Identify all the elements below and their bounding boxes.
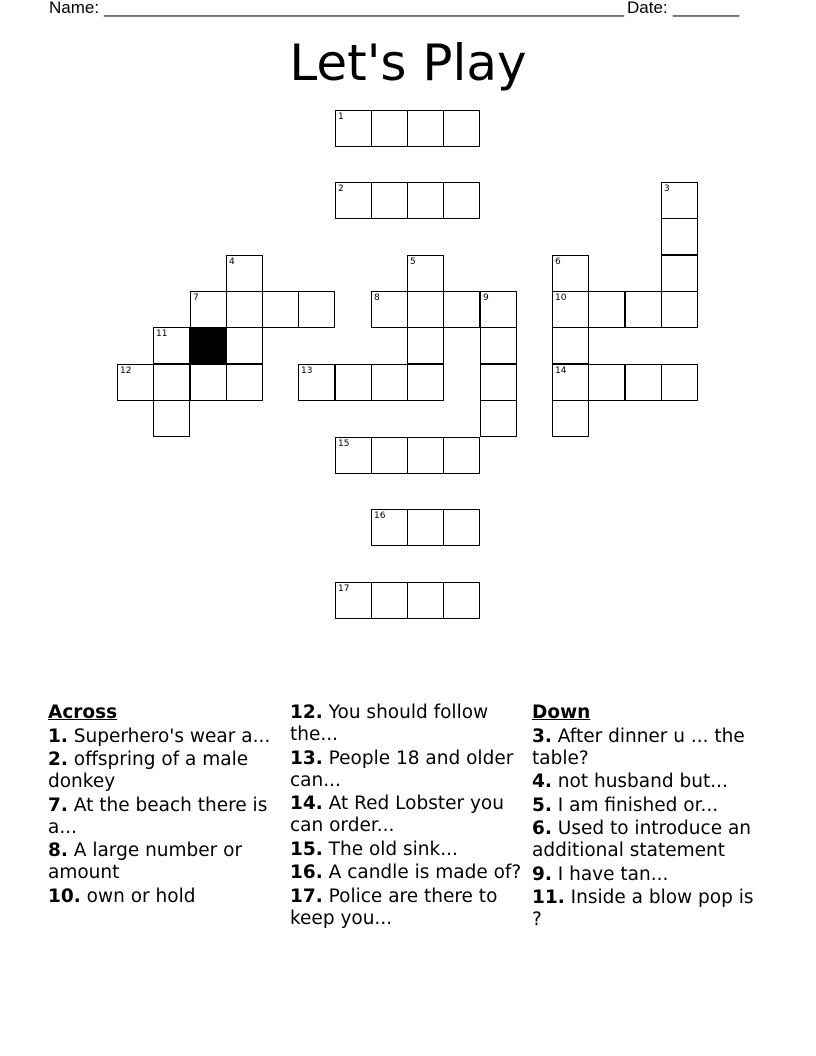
clue-text: The old sink...: [322, 838, 458, 860]
clue-number: 4.: [532, 771, 552, 792]
clue-number: 2: [338, 184, 344, 194]
clue-number: 12: [120, 366, 132, 376]
clue-text: own or hold: [80, 885, 196, 907]
clue-number: 3.: [532, 725, 552, 747]
crossword-cell[interactable]: [371, 437, 408, 474]
crossword-cell[interactable]: [153, 327, 190, 364]
crossword-cell[interactable]: [298, 364, 335, 401]
clue-number: 11.: [532, 887, 565, 908]
crossword-cell[interactable]: [371, 182, 408, 219]
crossword-cell[interactable]: [226, 364, 263, 401]
crossword-cell[interactable]: [661, 364, 698, 401]
clue-across-1: [48, 726, 280, 748]
clue-text: Police are there to keep you...: [290, 885, 498, 929]
clue-across-16: [290, 862, 522, 884]
clues-column-1: [48, 702, 280, 908]
crossword-cell[interactable]: [407, 437, 444, 474]
clue-number: 17.: [290, 885, 323, 907]
crossword-cell[interactable]: [443, 582, 480, 619]
clue-number: 1.: [48, 725, 68, 747]
clue-number: 6.: [532, 818, 552, 839]
across-heading: Across: [48, 702, 118, 723]
clue-across-7: [48, 795, 280, 839]
clue-number: 9.: [532, 863, 552, 885]
crossword-cell[interactable]: [407, 110, 444, 147]
clue-down-6: [532, 818, 758, 862]
crossword-cell[interactable]: [588, 291, 625, 328]
page-title: Let's Play: [289, 34, 527, 92]
clue-number: 14: [555, 366, 567, 376]
crossword-cell[interactable]: [190, 291, 227, 328]
clue-number: 14.: [290, 793, 323, 814]
clue-number: 10.: [48, 885, 81, 907]
clue-across-13: [290, 748, 522, 792]
clue-number: 16.: [290, 862, 323, 883]
name-label: Name:: [49, 0, 100, 17]
clue-number: 13: [301, 366, 313, 376]
clue-across-14: [290, 793, 522, 837]
crossword-cell[interactable]: [153, 400, 190, 437]
crossword-cell[interactable]: [480, 291, 517, 328]
crossword-cell[interactable]: [443, 509, 480, 546]
crossword-cell[interactable]: [407, 582, 444, 619]
clue-across-2: [48, 749, 280, 793]
clue-down-4: [532, 771, 758, 793]
clues-column-2: [290, 702, 522, 930]
clue-number: 5: [410, 257, 416, 267]
crossword-cell[interactable]: [661, 182, 698, 219]
crossword-cell[interactable]: [226, 255, 263, 292]
clue-number: 10: [555, 293, 567, 303]
crossword-cell[interactable]: [661, 291, 698, 328]
crossword-cell[interactable]: [443, 110, 480, 147]
crossword-cell[interactable]: [371, 582, 408, 619]
clue-text: A large number or amount: [48, 840, 243, 883]
crossword-cell[interactable]: [407, 509, 444, 546]
crossword-cell[interactable]: [480, 327, 517, 364]
clue-number: 11: [156, 329, 168, 339]
clue-number: 13.: [290, 747, 323, 769]
crossword-cell[interactable]: [371, 291, 408, 328]
clues-column-3: [532, 702, 758, 931]
crossword-cell[interactable]: [625, 364, 662, 401]
clue-number: 3: [664, 184, 670, 194]
clue-number: 8: [374, 293, 380, 303]
clue-number: 1: [338, 112, 344, 122]
crossword-cell[interactable]: [153, 364, 190, 401]
crossword-cell[interactable]: [552, 327, 589, 364]
crossword-cell[interactable]: [443, 437, 480, 474]
clue-text: offspring of a male donkey: [48, 749, 249, 792]
clue-text: Inside a blow pop is ?: [532, 887, 754, 930]
clue-across-8: [48, 840, 280, 884]
date-field[interactable]: _______: [673, 0, 740, 17]
clue-number: 6: [555, 257, 561, 267]
clue-number: 12.: [290, 702, 323, 723]
clue-across-15: [290, 839, 522, 861]
clue-text: Superhero's wear a...: [67, 725, 271, 747]
crossword-cell[interactable]: [190, 364, 227, 401]
clue-number: 17: [338, 584, 350, 594]
clue-number: 15: [338, 439, 350, 449]
clue-number: 9: [483, 293, 489, 303]
clue-number: 8.: [48, 840, 68, 861]
clue-number: 4: [229, 257, 235, 267]
crossword-cell[interactable]: [661, 218, 698, 255]
name-field[interactable]: _______________________________________________________: [104, 0, 625, 17]
clue-text: At Red Lobster you can order...: [290, 793, 504, 836]
crossword-cell[interactable]: [552, 255, 589, 292]
clue-text: A candle is made of?: [322, 862, 522, 883]
clue-number: 5.: [532, 794, 552, 816]
clue-text: not husband but...: [551, 771, 728, 792]
crossword-cell[interactable]: [443, 291, 480, 328]
down-heading: Down: [532, 702, 591, 723]
crossword-cell[interactable]: [117, 364, 154, 401]
clue-number: 2.: [48, 749, 68, 770]
black-cell: [190, 327, 227, 364]
date-label: Date:: [627, 0, 668, 17]
clue-number: 7.: [48, 794, 68, 816]
crossword-cell[interactable]: [625, 291, 662, 328]
crossword-cell[interactable]: [335, 182, 372, 219]
crossword-cell[interactable]: [552, 400, 589, 437]
clue-down-11: [532, 887, 758, 931]
clue-text: After dinner u ... the table?: [532, 725, 745, 769]
crossword-cell[interactable]: [480, 364, 517, 401]
clue-text: I have tan...: [551, 863, 669, 885]
crossword-cell[interactable]: [407, 364, 444, 401]
crossword-cell[interactable]: [552, 291, 589, 328]
clue-text: I am finished or...: [551, 794, 719, 816]
crossword-cell[interactable]: [480, 400, 517, 437]
clue-text: You should follow the...: [290, 702, 489, 745]
clue-number: 16: [374, 511, 386, 521]
crossword-cell[interactable]: [407, 291, 444, 328]
clue-text: People 18 and older can...: [290, 747, 514, 791]
crossword-cell[interactable]: [371, 509, 408, 546]
crossword-cell[interactable]: [335, 437, 372, 474]
crossword-cell[interactable]: [335, 110, 372, 147]
clue-across-10: [48, 886, 280, 908]
clue-number: 7: [193, 293, 199, 303]
clue-across-12: [290, 702, 522, 746]
crossword-cell[interactable]: [262, 291, 299, 328]
crossword-cell[interactable]: [335, 364, 372, 401]
clue-down-5: [532, 795, 758, 817]
crossword-cell[interactable]: [226, 327, 263, 364]
clue-text: At the beach there is a...: [48, 794, 268, 838]
crossword-cell[interactable]: [407, 255, 444, 292]
clue-down-3: [532, 726, 758, 770]
crossword-cell[interactable]: [443, 182, 480, 219]
clue-number: 15.: [290, 838, 323, 860]
crossword-cell[interactable]: [371, 364, 408, 401]
crossword-cell[interactable]: [552, 364, 589, 401]
clue-text: Used to introduce an additional statement: [532, 818, 752, 861]
crossword-cell[interactable]: [335, 582, 372, 619]
crossword-cell[interactable]: [371, 110, 408, 147]
crossword-cell[interactable]: [226, 291, 263, 328]
crossword-cell[interactable]: [407, 182, 444, 219]
clue-down-9: [532, 864, 758, 886]
crossword-cell[interactable]: [661, 255, 698, 292]
crossword-cell[interactable]: [588, 364, 625, 401]
crossword-cell[interactable]: [298, 291, 335, 328]
crossword-cell[interactable]: [407, 327, 444, 364]
clue-across-17: [290, 886, 522, 930]
